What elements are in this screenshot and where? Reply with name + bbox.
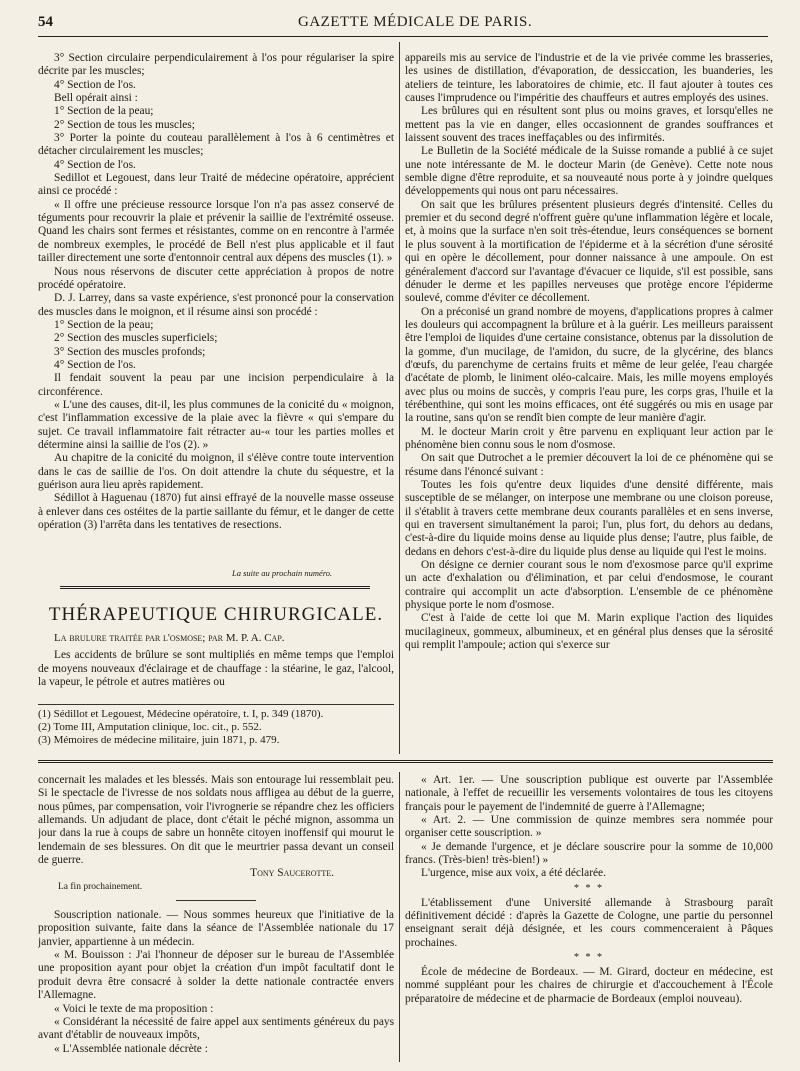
paragraph: École de médecine de Bordeaux. — M. Girard, docteur en médecine, est nommé suppléant pour les chaires de chirurgie et d'accouchement à l'École préparatoire de médecine et de pharmacie de Bordeaux (emploi nouveau). [405, 966, 773, 1005]
section-rule [60, 586, 370, 589]
paragraph: On sait que les brûlures présentent plusieurs degrés d'intensité. Celles du premier et du second degré n'offrent guère qu'une inflammation légère et locale, et, à moins que la surface n'en soit très-étendue, leurs conséquences se bornent le plus souvent à la mortification de l'épiderme et à la sécrétion d'une sérosité qui en opère le décollement, pour donner naissance à une ampoule. On est généralement d'accord sur l'avantage d'évacuer ce liquide, s'il est possible, sans dénuder le derme et les papilles nerveuses que protège encore l'épiderme soulevé, comme d'éviter ce décollement. [405, 198, 773, 305]
paragraph: 3° Porter la pointe du couteau parallèlement à l'os à 6 centimètres et détacher circulairement les muscles; [38, 132, 394, 158]
paragraph: « Considérant la nécessité de faire appel aux sentiments généreux du pays avant d'établir de nouveaux impôts, [38, 1015, 394, 1042]
footnotes [38, 708, 394, 753]
paragraph: « L'une des causes, dit-il, les plus communes de la conicité du « moignon, c'est l'inflammation excessive de la plaie avec la fièvre « qui s'empare du sujet. Ce travail inflammatoire fait rétracter au-« tour les parties molles et détermine ainsi la saillie de l'os (2). » [38, 398, 394, 451]
column-2 [405, 52, 773, 752]
paragraph: « Je demande l'urgence, et je déclare souscrire pour la somme de 10,000 francs. (Très-bien! très-bien!) » [405, 840, 773, 867]
paragraph: L'urgence, mise aux voix, a été déclarée. [421, 867, 606, 880]
paragraph: Les accidents de brûlure se sont multipliés en même temps que l'emploi de moyens nouveaux d'éclairage et de chauffage : la stéarine, le gaz, l'alcool, la vapeur, le pétrole et autres matières ou [38, 649, 394, 689]
paragraph: Sedillot et Legouest, dans leur Traité de médecine opératoire, apprécient ainsi ce procédé : [38, 172, 394, 198]
column-divider-bottom [399, 772, 400, 1062]
paragraph: On a préconisé un grand nombre de moyens, d'applications propres à calmer les douleurs qui accompagnent la brûlure et à la guérir. Les meilleurs paraissent être l'emploi de liquides d'une certaine consistance, obtenus par la dissolution de la gomme, d'un mucilage, de l'amidon, du sucre, de la glycérine, des blancs d'œufs, du parenchyme de certains fruits et même de leur gelée, l'eau chargée d'acétate de plomb, le liniment oléo-calcaire. Mais, les mille moyens employés avec plus ou moins de succès, y compris l'eau pure, les corps gras, l'huile et la térébenthine, qui sont les moins efficaces, ont été suggérés ou mis en usage par la routine, sans qu'on se rendît bien compte de leur manière d'agir. [405, 305, 773, 425]
footnote: (3) Mémoires de médecine militaire, juin 1871, p. 479. [38, 734, 280, 746]
paragraph: 4° Section de l'os. [54, 78, 136, 91]
paragraph: Souscription nationale. — Nous sommes heureux que l'initiative de la proposition suivante, faite dans la séance de l'Assemblée nationale du 17 janvier, appartienne à un médecin. [38, 909, 394, 948]
column-1 [38, 52, 394, 580]
paragraph: « L'Assemblée nationale décrète : [54, 1042, 208, 1055]
running-title: GAZETTE MÉDICALE DE PARIS. [298, 14, 533, 30]
paragraph: C'est à l'aide de cette loi que M. Marin explique l'action des liquides mucilagineux, gommeux, albumineux, et en général plus denses que la sérosité qui remplit l'ampoule; action qui s'exerce sur [405, 612, 773, 652]
paragraph: « Art. 2. — Une commission de quinze membres sera nommée pour organiser cette souscription. » [405, 814, 773, 840]
footnote-rule [38, 704, 394, 705]
feuilleton-rule [38, 760, 773, 763]
paragraph: 4° Section de l'os. [54, 158, 136, 171]
section-separator: * * * [574, 952, 604, 964]
paragraph: « Art. 1er. — Une souscription publique est ouverte par l'Assemblée nationale, à l'effet de recueillir les versements volontaires de tous les citoyens français pour le payement de l'indemnité de guerre à l'Allemagne; [405, 774, 773, 813]
paragraph: appareils mis au service de l'industrie et de la vie privée comme les brasseries, les usines de distillation, d'évaporation, de dessiccation, les buanderies, les ateliers de teinture, les laboratoires de chimie, etc. Il faut ajouter à toutes ces causes l'imprudence ou l'impéritie des chauffeurs et autres employés des usines. [405, 52, 773, 105]
paragraph: « Voici le texte de ma proposition : [54, 1002, 214, 1015]
continued-notice: La fin prochainement. [58, 881, 143, 892]
section-title: THÉRAPEUTIQUE CHIRURGICALE. [48, 604, 384, 625]
paragraph: On désigne ce dernier courant sous le nom d'exosmose parce qu'il exprime un acte d'exhalation ou d'élimination, et par celui d'endosmose, le courant contraire qui accomplit un acte d'absorption. L'ensemble de ce phénomène physique porte le nom d'osmose. [405, 559, 773, 612]
paragraph: « M. Bouisson : J'ai l'honneur de déposer sur le bureau de l'Assemblée une proposition ayant pour objet la création d'un impôt facultatif dont le produit devra être consacré à solder la dette nationale contractée envers l'Allemagne. [38, 949, 394, 1002]
signature: Tony Saucerotte. [250, 867, 334, 880]
paragraph: Bell opérait ainsi : [54, 92, 138, 105]
paragraph: L'établissement d'une Université allemande à Strasbourg paraît définitivement décidé : d'après la Gazette de Cologne, une partie du personnel enseignant serait déjà désignée, et les cours commenceraient à Pâques prochaines. [405, 896, 773, 949]
article-intro [38, 632, 394, 698]
paragraph: Au chapitre de la conicité du moignon, il s'élève contre toute intervention dans le cas de saillie de l'os. On doit attendre la chute du séquestre, et la guérison aura lieu après rapidement. [38, 452, 394, 491]
footnote: (2) Tome III, Amputation clinique, loc. cit., p. 552. [38, 721, 262, 733]
column-divider-top [399, 42, 400, 754]
column-3 [38, 774, 394, 1064]
paragraph: 1° Section de la peau; [54, 105, 154, 118]
paragraph: Les brûlures qui en résultent sont plus ou moins graves, et lorsqu'elles ne mettent pas la vie en danger, elles occasionnent de grandes souffrances et laissent souvent des traces ineffaçables ou des infirmités. [405, 105, 773, 145]
page-number: 54 [38, 14, 53, 30]
paragraph: 1° Section de la peau; [54, 318, 154, 331]
separator-rule [176, 900, 256, 901]
section-separator: * * * [574, 882, 604, 894]
paragraph: « Il offre une précieuse ressource lorsque l'on n'a pas assez conservé de téguments pour recouvrir la plaie et prévenir la saillie de l'extrémité osseuse. Quand les chairs sont fermes et résistantes, comme on en rencontre à l'armée de nombreux exemples, le procédé de Bell n'est plus applicable et il faut tailler directement une sorte d'entonnoir central aux dépens des muscles (1). » [38, 198, 394, 265]
paragraph: 3° Section des muscles profonds; [54, 345, 206, 358]
paragraph: 4° Section de l'os. [54, 358, 136, 371]
paragraph: On sait que Dutrochet a le premier découvert la loi de ce phénomène qui se résume dans l'énoncé suivant : [405, 452, 773, 478]
paragraph: Le Bulletin de la Société médicale de la Suisse romande a publié à ce sujet une note intéressante de M. le docteur Marin (de Genève). Cette note nous semble digne d'être reproduite, et sa nouveauté nous porte à y joindre quelques développements qui nous ont paru nécessaires. [405, 145, 773, 198]
continued-notice: La suite au prochain numéro. [232, 568, 333, 578]
paragraph: Nous nous réservons de discuter cette appréciation à propos de notre procédé opératoire. [38, 265, 394, 291]
footnote: (1) Sédillot et Legouest, Médecine opératoire, t. I, p. 349 (1870). [38, 708, 324, 720]
paragraph: Sédillot à Haguenau (1870) fut ainsi effrayé de la nouvelle masse osseuse à enlever dans ces ostéites de la partie saillante du fémur, et le danger de cette opération (3) l'arrêta dans les tentatives de resections. [38, 492, 394, 532]
header-rule [38, 36, 768, 37]
paragraph: Il fendait souvent la peau par une incision perpendiculaire à la circonférence. [38, 372, 394, 398]
column-4 [405, 774, 773, 1064]
paragraph: 2° Section des muscles superficiels; [54, 332, 218, 345]
paragraph: D. J. Larrey, dans sa vaste expérience, s'est prononcé pour la conservation des muscles dans le moignon, et il résume ainsi son procédé : [38, 292, 394, 318]
paragraph: 2° Section de tous les muscles; [54, 118, 195, 131]
paragraph: concernait les malades et les blessés. Mais son entourage lui ressemblait peu. Si le spectacle de l'ivresse de nos soldats nous affligea au début de la guerre, nous pûmes, par compensation, voir l'ivrognerie se répandre chez les officiers allemands. Un adjudant de place, dont c'était le péché mignon, assomma un jour dans la rue à coups de sabre un honnête citoyen inoffensif qui mourut le lendemain de ses blessures. On dit que le meurtrier passa devant un conseil de guerre. [38, 774, 394, 867]
paragraph: 3° Section circulaire perpendiculairement à l'os pour régulariser la spire décrite par les muscles; [38, 52, 394, 78]
paragraph: M. le docteur Marin croit y être parvenu en expliquant leur action par le phénomène bien connu sous le nom d'osmose. [405, 425, 773, 451]
paragraph: Toutes les fois qu'entre deux liquides d'une densité différente, mais susceptible de se mélanger, on interpose une membrane ou une cloison poreuse, il s'établit à travers cette membrane deux courants parallèles et en sens inverse, qui en traversent simultanément la paroi; l'un, plus fort, du dehors au dedans, c'est-à-dire du liquide moins dense au liquide plus dense; l'autre, plus faible, de dedans en dehors c'est-à-dire du liquide plus dense au liquide qui l'est le moins. [405, 479, 773, 558]
page-header [38, 14, 768, 34]
article-subtitle: La brulure traitée par l'osmose; par M. P. A. Cap. [54, 632, 285, 644]
